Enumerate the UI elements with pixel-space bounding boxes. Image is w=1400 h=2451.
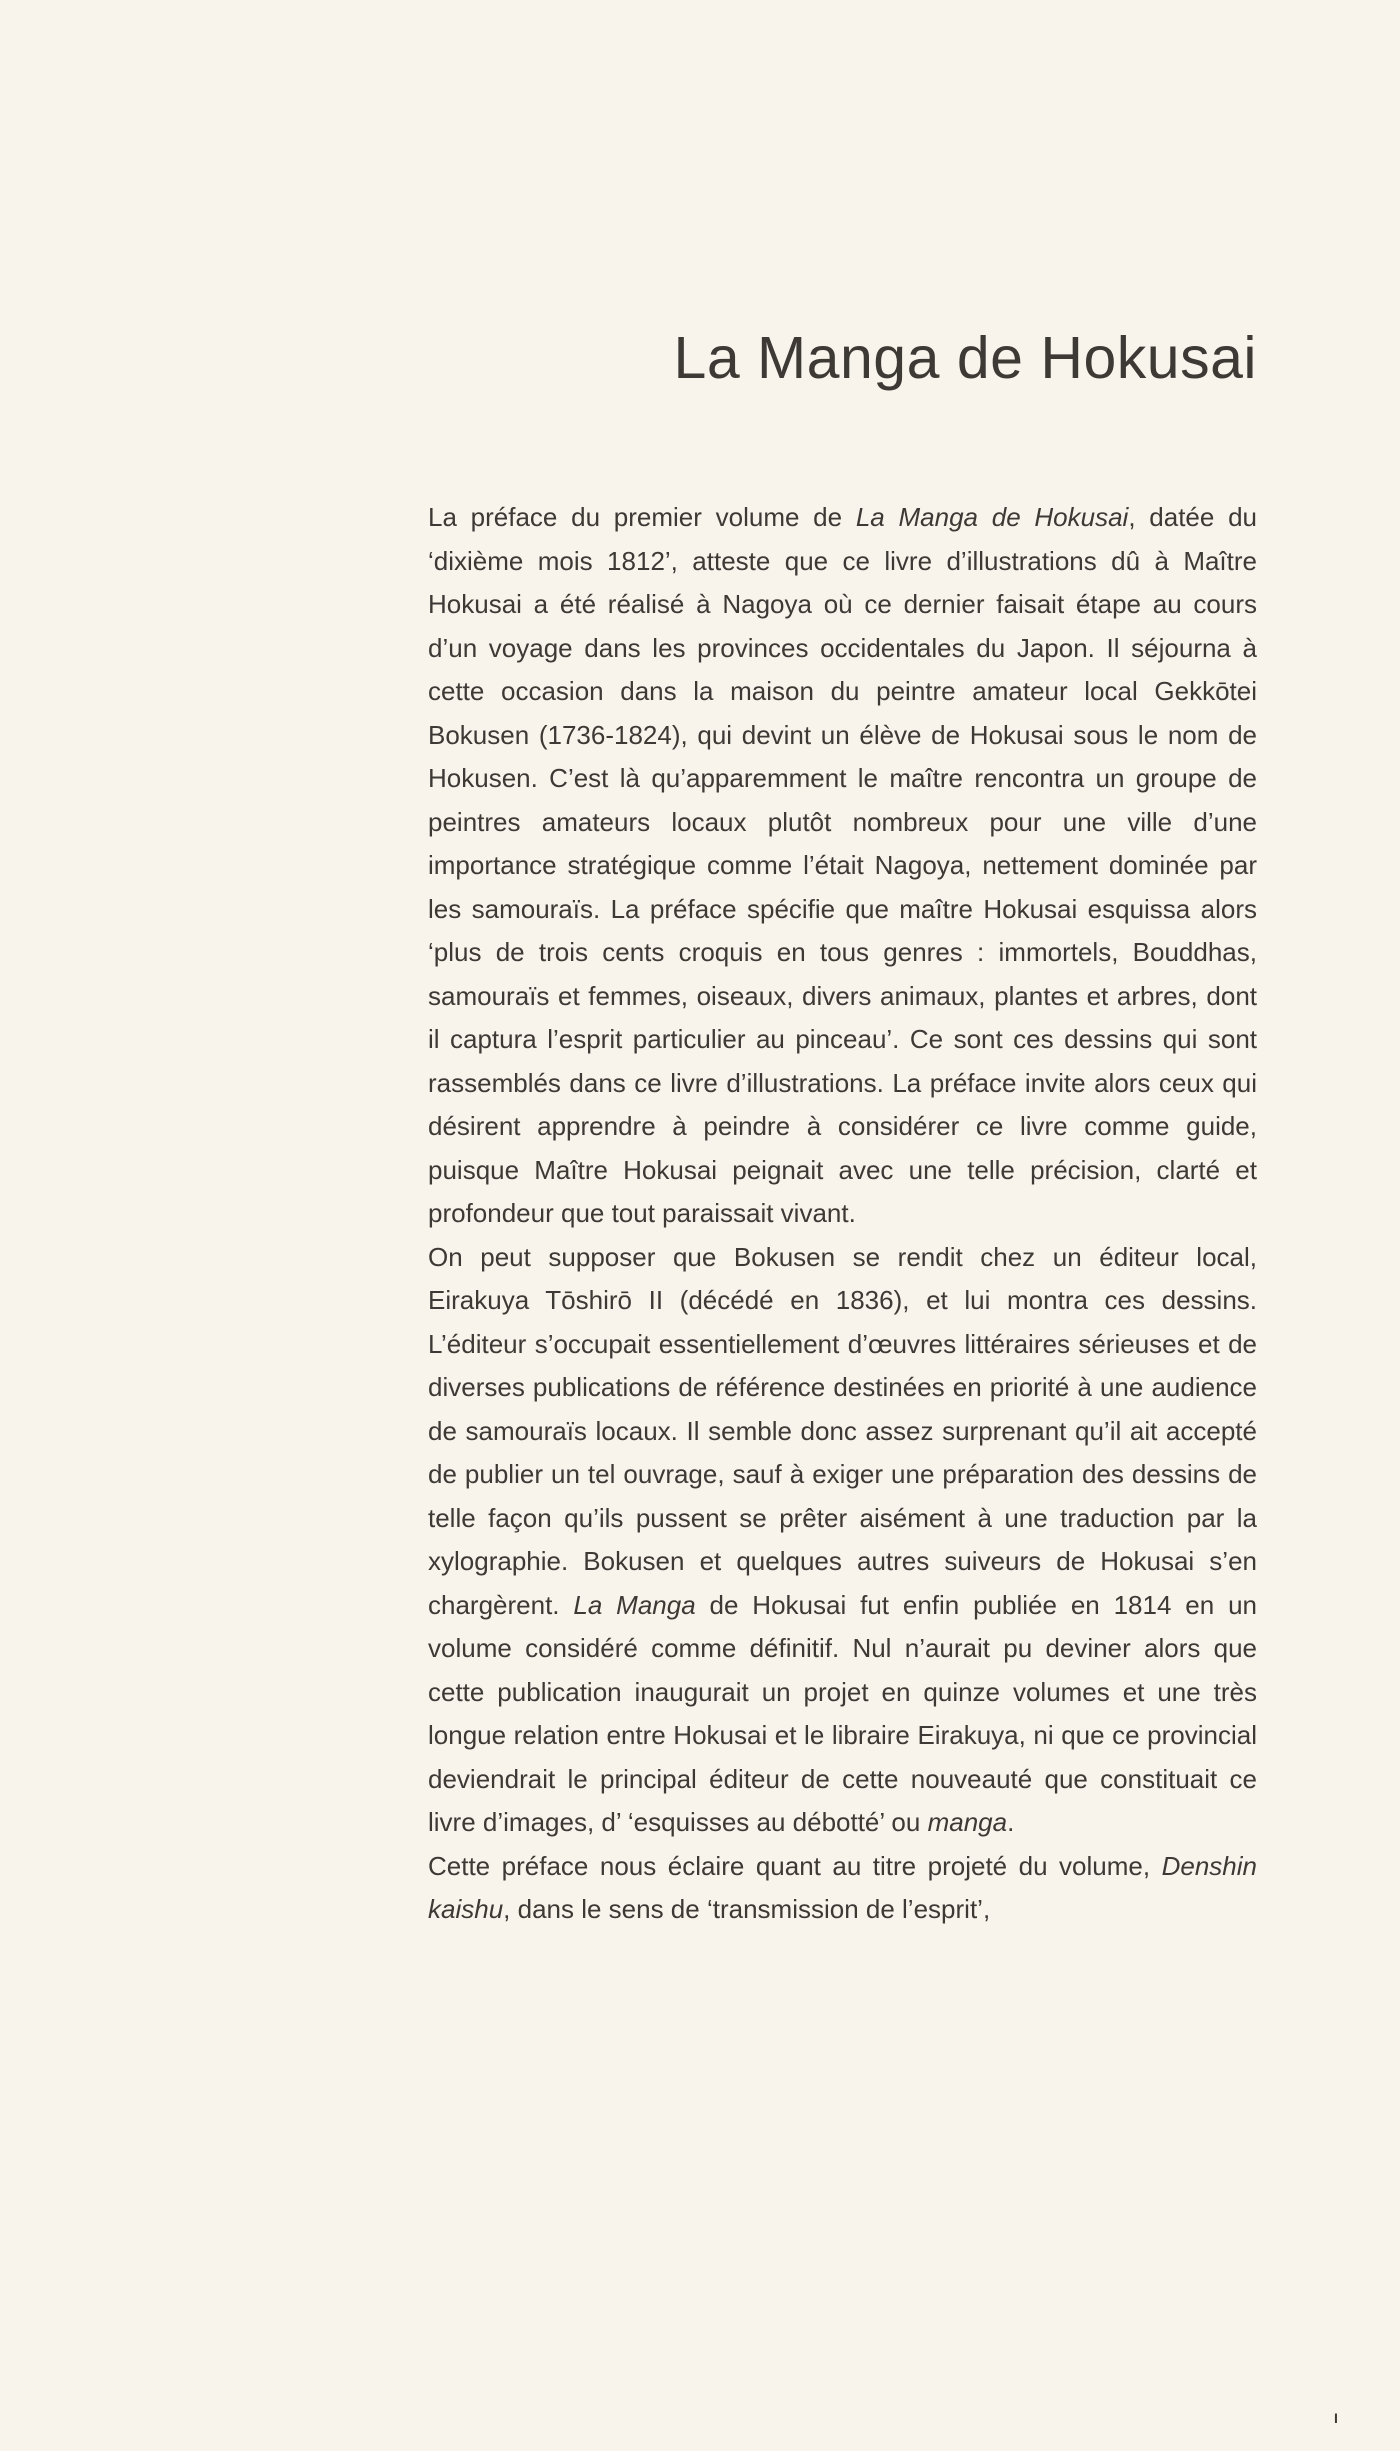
italic-term: manga: [927, 1807, 1008, 1837]
italic-term: Denshin kaishu: [428, 1850, 1257, 1924]
body-text: [428, 496, 1257, 1932]
text-segment: , dans le sens de ‘transmission de l’esprit’,: [503, 1894, 991, 1924]
italic-book-title: La Manga de Hokusai: [855, 502, 1129, 532]
text-segment: Cette préface nous éclaire quant au titre projeté du volume,: [428, 1850, 1162, 1881]
page-title: La Manga de Hokusai: [673, 325, 1257, 391]
paragraph-1: [428, 496, 1257, 1236]
paragraph-3: [428, 1845, 1257, 1932]
text-segment: .: [1007, 1807, 1015, 1837]
text-segment: On peut supposer que Bokusen se rendit chez un éditeur local, Eirakuya Tōshirō II (décédé en 1836), et lui montra ces dessins. L’éditeur s’occupait essentiellement d’œuvres littéraires sérieuses et de diverses publications de référence destinées en priorité à une audience de samouraïs locaux. Il semble donc assez surprenant qu’il ait accepté de publier un tel ouvrage, sauf à exiger une préparation des dessins de telle façon qu’ils pussent se prêter aisément à une traduction par la xylographie. Bokusen et quelques autres suiveurs de Hokusai s’en chargèrent.: [428, 1241, 1257, 1620]
italic-book-title: La Manga: [573, 1589, 696, 1620]
paragraph-2: [428, 1236, 1257, 1845]
text-segment: de Hokusai fut enfin publiée en 1814 en un volume considéré comme définitif. Nul n’aurait pu deviner alors que cette publication inaugurait un projet en quinze volumes et une très longue relation entre Hokusai et le libraire Eirakuya, ni que ce provincial deviendrait le principal éditeur de cette nouveauté que constituait ce livre d’images, d’ ‘esquisses au débotté’ ou: [428, 1589, 1257, 1837]
page-number: I: [1334, 2410, 1338, 2426]
text-segment: , datée du ‘dixième mois 1812’, atteste que ce livre d’illustrations dû à Maître Hokusai a été réalisé à Nagoya où ce dernier faisait étape au cours d’un voyage dans les provinces occidentales du Japon. Il séjourna à cette occasion dans la maison du peintre amateur local Gekkōtei Bokusen (1736-1824), qui devint un élève de Hokusai sous le nom de Hokusen. C’est là qu’apparemment le maître rencontra un groupe de peintres amateurs locaux plutôt nombreux pour une ville d’une importance stratégique comme l’était Nagoya, nettement dominée par les samouraïs. La préface spécifie que maître Hokusai esquissa alors ‘plus de trois cents croquis en tous genres : immortels, Bouddhas, samouraïs et femmes, oiseaux, divers animaux, plantes et arbres, dont il captura l’esprit particulier au pinceau’. Ce sont ces dessins qui sont rassemblés dans ce livre d’illustrations. La préface invite alors ceux qui désirent apprendre à peindre à considérer ce livre comme guide, puisque Maître Hokusai peignait avec une telle précision, clarté et profondeur que tout paraissait vivant.: [428, 502, 1258, 1228]
text-segment: La préface du premier volume de: [428, 502, 856, 532]
